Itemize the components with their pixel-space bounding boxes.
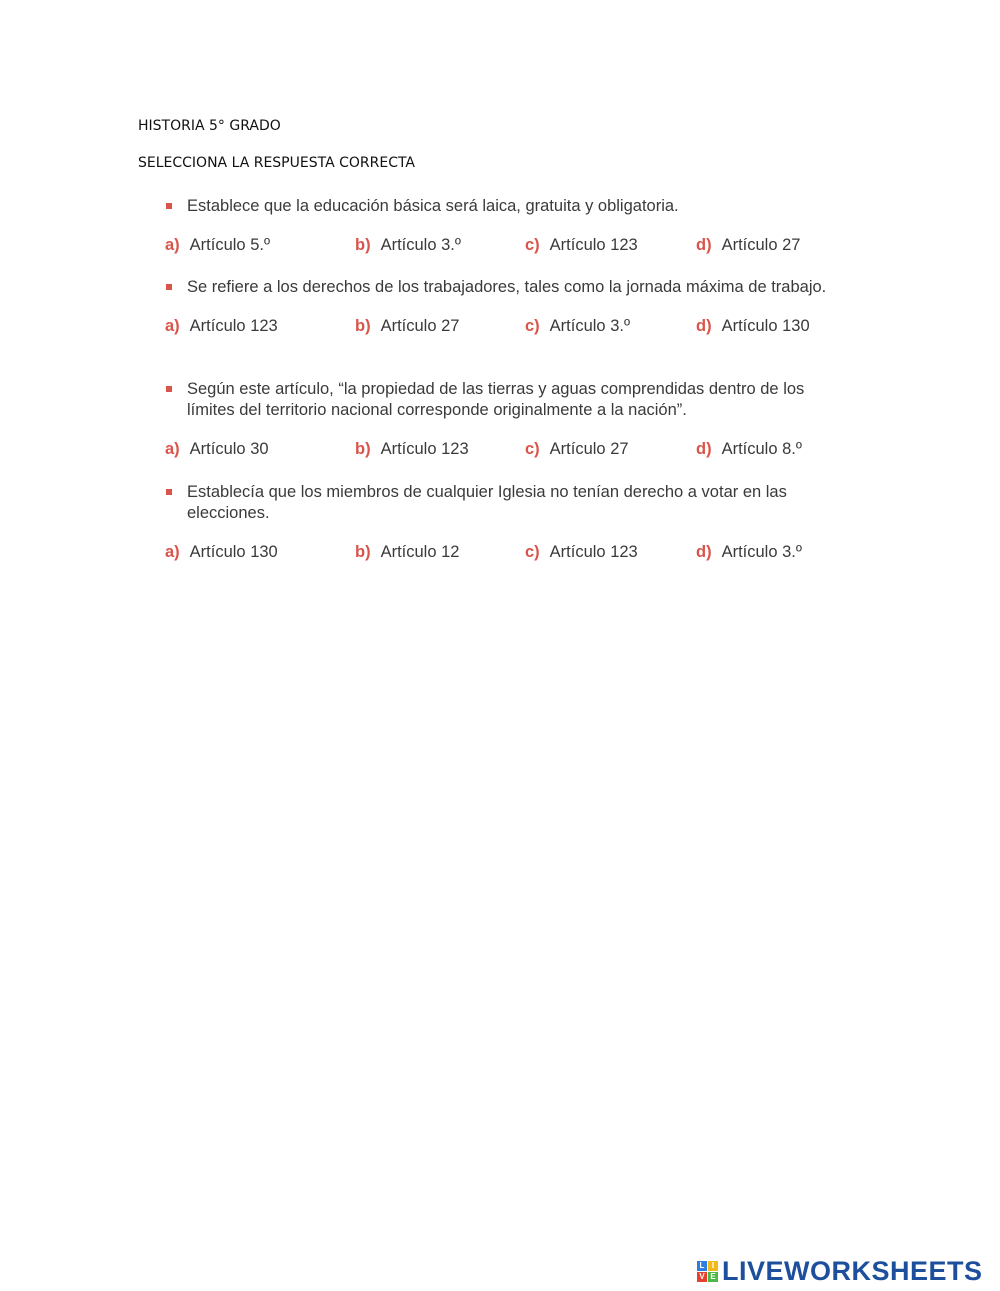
option-letter: c) — [525, 440, 540, 458]
option-c[interactable] — [525, 317, 630, 336]
question-4 — [165, 482, 845, 567]
option-c[interactable] — [525, 236, 638, 255]
option-text: Artículo 27 — [721, 236, 801, 254]
option-text: Artículo 123 — [549, 543, 638, 561]
option-text: Artículo 3.º — [549, 317, 630, 335]
logo-text: LIVEWORKSHEETS — [722, 1256, 983, 1286]
page-title: HISTORIA 5° GRADO — [138, 118, 281, 134]
option-b[interactable] — [355, 440, 469, 459]
option-letter: d) — [696, 317, 712, 335]
option-a[interactable] — [165, 440, 269, 459]
option-letter: a) — [165, 317, 180, 335]
question-stem — [165, 379, 845, 421]
question-3 — [165, 379, 845, 464]
option-text: Artículo 30 — [189, 440, 269, 458]
option-d[interactable] — [696, 236, 800, 255]
bullet-icon — [166, 284, 172, 290]
option-a[interactable] — [165, 236, 270, 255]
option-text: Artículo 123 — [189, 317, 278, 335]
option-text: Artículo 123 — [380, 440, 469, 458]
option-text: Artículo 3.º — [380, 236, 461, 254]
question-stem-text: Establece que la educación básica será laica, gratuita y obligatoria. — [187, 197, 679, 215]
option-text: Artículo 130 — [189, 543, 278, 561]
answer-options — [165, 317, 845, 341]
option-text: Artículo 12 — [380, 543, 460, 561]
option-text: Artículo 3.º — [721, 543, 802, 561]
option-d[interactable] — [696, 543, 802, 562]
question-stem — [165, 196, 845, 217]
option-text: Artículo 5.º — [189, 236, 270, 254]
option-c[interactable] — [525, 440, 629, 459]
logo-mark-icon — [697, 1261, 718, 1282]
option-a[interactable] — [165, 543, 278, 562]
option-text: Artículo 27 — [549, 440, 629, 458]
option-b[interactable] — [355, 317, 459, 336]
logo-mark-letter: E — [708, 1272, 718, 1282]
option-text: Artículo 27 — [380, 317, 460, 335]
option-letter: a) — [165, 543, 180, 561]
option-letter: b) — [355, 440, 371, 458]
option-letter: d) — [696, 440, 712, 458]
option-d[interactable] — [696, 440, 802, 459]
option-letter: a) — [165, 236, 180, 254]
option-text: Artículo 123 — [549, 236, 638, 254]
question-1 — [165, 196, 845, 260]
option-b[interactable] — [355, 236, 461, 255]
question-stem — [165, 277, 845, 298]
option-d[interactable] — [696, 317, 810, 336]
option-a[interactable] — [165, 317, 278, 336]
question-stem-text: Según este artículo, “la propiedad de las tierras y aguas comprendidas dentro de los límites del territorio nacional corresponde originalmente a la nación”. — [187, 380, 805, 419]
option-letter: b) — [355, 236, 371, 254]
option-letter: c) — [525, 236, 540, 254]
logo-mark-letter: I — [708, 1261, 718, 1271]
liveworksheets-logo — [697, 1256, 983, 1287]
answer-options — [165, 543, 845, 567]
question-stem-text: Se refiere a los derechos de los trabajadores, tales como la jornada máxima de trabajo. — [187, 278, 827, 296]
option-letter: c) — [525, 543, 540, 561]
question-stem — [165, 482, 845, 524]
option-text: Artículo 130 — [721, 317, 810, 335]
instruction-text: SELECCIONA LA RESPUESTA CORRECTA — [138, 155, 416, 171]
option-letter: d) — [696, 236, 712, 254]
option-c[interactable] — [525, 543, 638, 562]
bullet-icon — [166, 386, 172, 392]
question-stem-text: Establecía que los miembros de cualquier Iglesia no tenían derecho a votar en las elecciones. — [187, 483, 787, 522]
option-letter: d) — [696, 543, 712, 561]
answer-options — [165, 440, 845, 464]
option-letter: c) — [525, 317, 540, 335]
question-2 — [165, 277, 845, 341]
option-b[interactable] — [355, 543, 459, 562]
logo-mark-letter: V — [697, 1272, 707, 1282]
bullet-icon — [166, 489, 172, 495]
logo-mark-letter: L — [697, 1261, 707, 1271]
option-letter: a) — [165, 440, 180, 458]
answer-options — [165, 236, 845, 260]
option-text: Artículo 8.º — [721, 440, 802, 458]
option-letter: b) — [355, 317, 371, 335]
option-letter: b) — [355, 543, 371, 561]
bullet-icon — [166, 203, 172, 209]
